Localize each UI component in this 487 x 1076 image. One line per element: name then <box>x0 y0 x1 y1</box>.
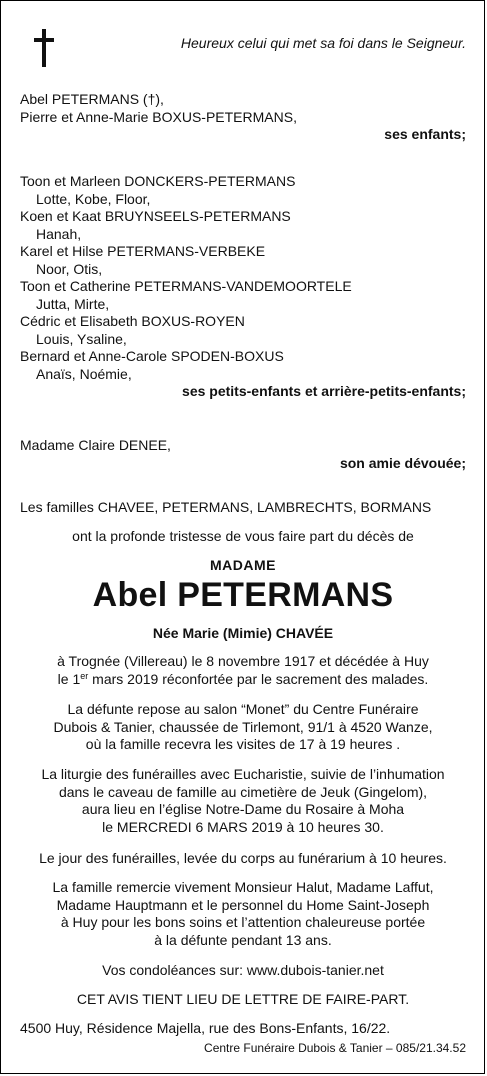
grandchildren-role: ses petits-enfants et arrière-petits-enfants; <box>182 383 466 399</box>
repose-line: La défunte repose au salon “Monet” du Centre Funéraire <box>67 701 419 717</box>
notice-line: CET AVIS TIENT LIEU DE LETTRE DE FAIRE-PART. <box>76 991 410 1007</box>
levee-paragraph <box>20 850 466 868</box>
deceased-name: Abel PETERMANS <box>92 576 394 614</box>
funeral-home-footer: Centre Funéraire Dubois & Tanier – 085/21.34.52 <box>204 1040 466 1055</box>
family-parents: Bernard et Anne-Carole SPODEN-BOXUS <box>20 348 284 364</box>
thanks-paragraph <box>20 879 466 949</box>
family-kids: Lotte, Kobe, Floor, <box>36 190 151 207</box>
liturgy-line: dans le caveau de famille au cimetière de Jeuk (Gingelom), <box>58 783 428 800</box>
family-parents: Koen et Kaat BRUYNSEELS-PETERMANS <box>20 208 291 224</box>
thanks-line: Madame Hauptmann et le personnel du Home Saint-Joseph <box>56 896 430 913</box>
thanks-line: à Huy pour les bons soins et l’attention chaleureuse portée <box>60 914 426 930</box>
repose-line: Dubois & Tanier, chaussée de Tirlemont, 91/1 à 4520 Wanze, <box>53 718 433 735</box>
children-role: ses enfants; <box>384 126 466 142</box>
levee-line: Le jour des funérailles, levée du corps au funérarium à 10 heures. <box>39 850 447 866</box>
family-parents: Cédric et Elisabeth BOXUS-ROYEN <box>20 313 245 329</box>
birth-line: à Trognée (Villereau) le 8 novembre 1917 et décédée à Huy <box>57 653 429 669</box>
families-section <box>20 499 466 517</box>
family-kids: Anaïs, Noémie, <box>36 365 132 382</box>
family-parents: Toon et Marleen DONCKERS-PETERMANS <box>20 173 296 189</box>
family-kids: Noor, Otis, <box>36 260 103 277</box>
friend-name: Madame Claire DENEE, <box>20 437 171 453</box>
family-parents: Toon et Catherine PETERMANS-VANDEMOORTELE <box>20 278 352 294</box>
address-line: 4500 Huy, Résidence Majella, rue des Bons-Enfants, 16/22. <box>20 1020 391 1036</box>
child-line: Pierre et Anne-Marie BOXUS-PETERMANS, <box>20 108 297 125</box>
repose-line: où la famille recevra les visites de 17 à 19 heures . <box>85 736 401 752</box>
salutation: MADAME <box>210 557 276 573</box>
family-parents: Karel et Hilse PETERMANS-VERBEKE <box>20 243 266 259</box>
liturgy-line: La liturgie des funérailles avec Eucharistie, suivie de l’inhumation <box>41 766 445 782</box>
children-section <box>20 91 466 144</box>
liturgy-paragraph <box>20 766 466 836</box>
condolences-line: Vos condoléances sur: www.dubois-tanier.net <box>102 962 384 978</box>
epigraph: Heureux celui qui met sa foi dans le Seigneur. <box>180 35 466 51</box>
liturgy-line: aura lieu en l’église Notre-Dame du Rosaire à Moha <box>81 801 405 817</box>
announce-line: ont la profonde tristesse de vous faire part du décès de <box>72 528 414 544</box>
family-kids: Louis, Ysaline, <box>36 330 127 347</box>
liturgy-line: le MERCREDI 6 MARS 2019 à 10 heures 30. <box>102 818 384 835</box>
thanks-line: à la défunte pendant 13 ans. <box>154 931 332 948</box>
family-kids: Hanah, <box>36 225 82 242</box>
friend-role: son amie dévouée; <box>339 454 466 471</box>
death-line: le 1er mars 2019 réconfortée par le sacrement des malades. <box>57 670 429 687</box>
families-line: Les familles CHAVEE, PETERMANS, LAMBRECHTS, BORMANS <box>20 499 432 515</box>
friend-section <box>20 437 466 472</box>
cross-icon <box>34 29 54 67</box>
birth-death-paragraph <box>20 653 466 688</box>
grandchildren-section <box>20 173 466 401</box>
repose-paragraph <box>20 701 466 754</box>
family-kids: Jutta, Mirte, <box>36 295 110 312</box>
child-line: Abel PETERMANS (†), <box>20 91 164 107</box>
thanks-line: La famille remercie vivement Monsieur Halut, Madame Laffut, <box>52 879 434 895</box>
maiden-name: Née Marie (Mimie) CHAVÉE <box>152 625 334 641</box>
